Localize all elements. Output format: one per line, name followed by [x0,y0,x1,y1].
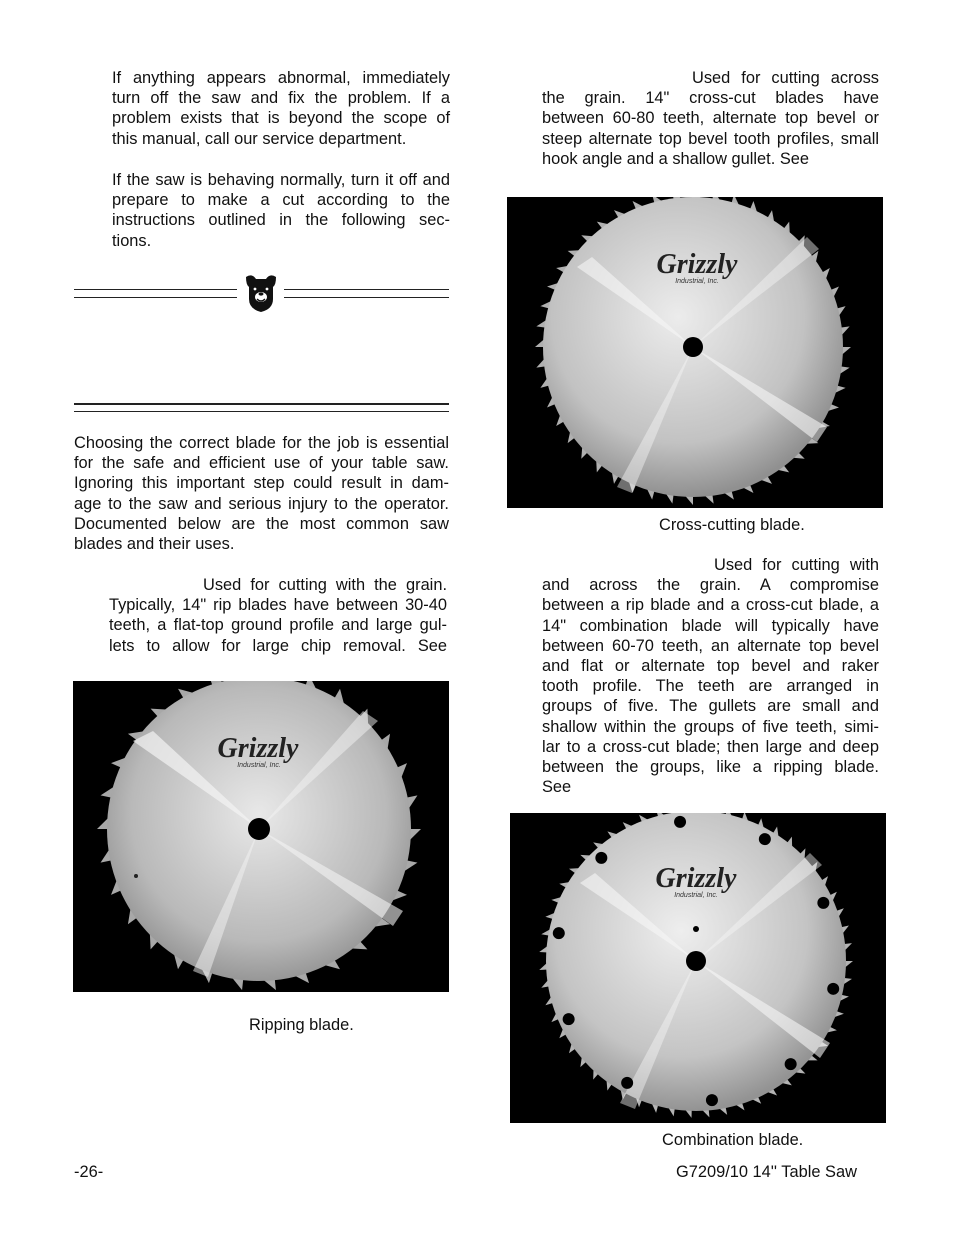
svg-text:Industrial, Inc.: Industrial, Inc. [237,762,281,769]
combination-blade-paragraph: Used for cutting with and across the grain. A compromise between a rip blade and a cross-cut blade, a 14" combination blade will typically have between 60-70 teeth, an alternate top bevel and flat or alternate top bevel and raker tooth profile. The teeth are arranged in groups of five. The gullets are small and shallow within the groups of five teeth, simi- lar to a cross-cut blade; then large and deep between the groups, like a ripping blade. See [542,556,879,797]
gullet-hole [621,1077,633,1089]
crosscut-blade-paragraph: Used for cutting across the grain. 14" cross-cut blades have between 60-80 teeth, alternate top bevel or steep alternate top bevel tooth profiles, small hook angle and a shallow gullet. See [542,69,879,168]
crosscutting-blade-photo [507,197,883,508]
section-rule-bottom-thin [74,411,449,412]
grizzly-bear-logo-icon [243,273,279,313]
section-rule-top-right-1 [284,289,449,290]
grizzly-logo-combo: Grizzly [655,863,737,894]
section-rule-bottom [74,403,449,405]
gullet-hole [759,833,771,845]
intro-paragraph-normal: If the saw is behaving normally, turn it off and prepare to make a cut according to the instructions outlined in the following sec- tions. [112,171,450,250]
gullet-hole [817,897,829,909]
manual-title: G7209/10 14'' Table Saw [676,1163,857,1181]
ripping-blade-photo [73,681,449,992]
combination-blade-caption: Combination blade. [662,1131,804,1149]
gullet-hole [674,816,686,828]
ripping-blade-caption: Ripping blade. [249,1016,354,1034]
svg-text:Industrial, Inc.: Industrial, Inc. [674,892,718,899]
gullet-hole [827,983,839,995]
section-rule-top-right-2 [284,297,449,298]
section-rule-top-left-1 [74,289,237,290]
blade-selection-paragraph: Choosing the correct blade for the job is essential for the safe and efficient use of your table saw. Ignoring this important step could result in dam- age to the saw and serious injury to the operator. Documented below are the most common saw blades and their uses. [74,434,449,554]
gullet-hole [785,1058,797,1070]
grizzly-logo-cross: Grizzly [656,249,738,280]
svg-text:Industrial, Inc.: Industrial, Inc. [675,278,719,285]
gullet-hole [553,927,565,939]
rip-blade-paragraph: Used for cutting with the grain. Typically, 14" rip blades have between 30-40 teeth, a flat-top ground profile and large gul- lets to allow for large chip removal. See [109,576,447,655]
section-rule-top-left-2 [74,297,237,298]
combination-blade-photo [510,813,886,1123]
gullet-hole [563,1013,575,1025]
gullet-hole [595,852,607,864]
crosscutting-blade-caption: Cross-cutting blade. [659,516,805,534]
gullet-hole [706,1094,718,1106]
grizzly-logo-rip: Grizzly [217,733,299,764]
page-number: -26- [74,1163,104,1181]
intro-paragraph-abnormal: If anything appears abnormal, immediately turn off the saw and fix the problem. If a problem exists that is beyond the scope of this manual, call our service department. [112,69,450,148]
